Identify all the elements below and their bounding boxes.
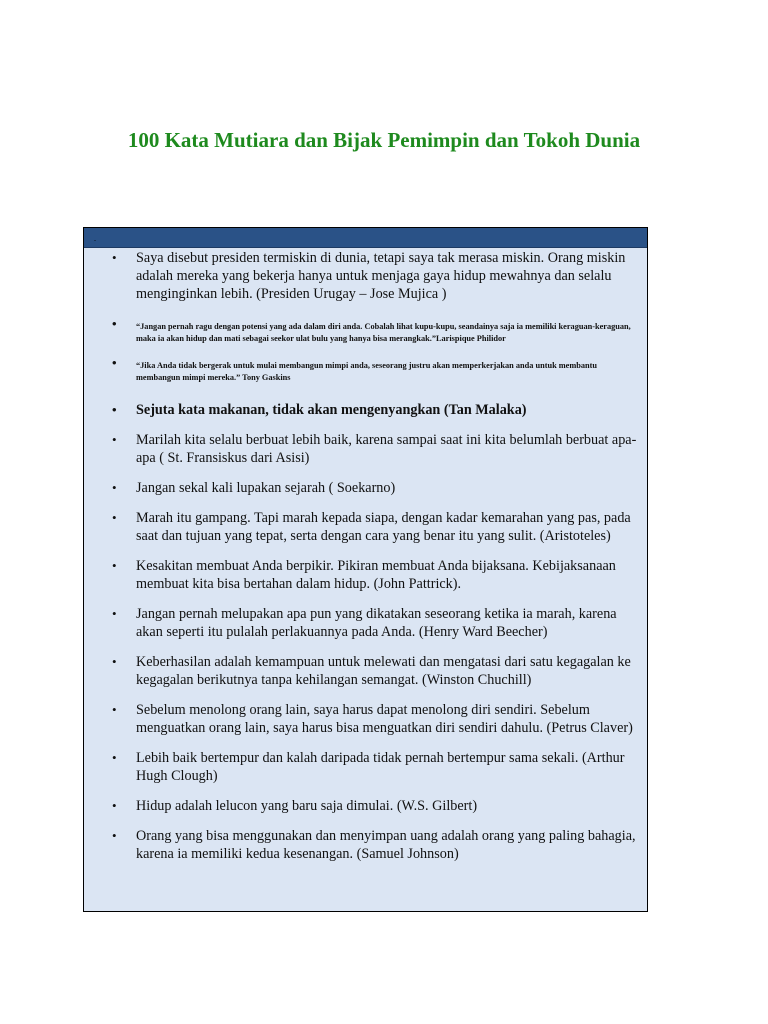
quote-item: • “Jika Anda tidak bergerak untuk mulai membangun mimpi anda, seseorang justru akan memperkerjakan anda untuk membantu membangun mimpi mereka.” Tony Gaskins <box>84 360 647 384</box>
quote-item: • Jangan pernah melupakan apa pun yang dikatakan seseorang ketika ia marah, karena akan seperti itu pulalah perlakuannya pada Anda. (Henry Ward Beecher) <box>84 605 647 641</box>
quote-item: • Keberhasilan adalah kemampuan untuk melewati dan mengatasi dari satu kegagalan ke kegagalan berikutnya tanpa kehilangan semangat. (Winston Chuchill) <box>84 653 647 689</box>
quotes-box <box>83 227 648 912</box>
document-title: 100 Kata Mutiara dan Bijak Pemimpin dan Tokoh Dunia <box>127 128 641 152</box>
quote-item: • Orang yang bisa menggunakan dan menyimpan uang adalah orang yang paling bahagia, karena ia memiliki kedua kesenangan. (Samuel Johnson) <box>84 827 647 863</box>
box-header-bar <box>84 228 647 248</box>
quote-item: • Hidup adalah lelucon yang baru saja dimulai. (W.S. Gilbert) <box>84 797 647 815</box>
quote-item: • Saya disebut presiden termiskin di dunia, tetapi saya tak merasa miskin. Orang miskin adalah mereka yang bekerja hanya untuk menjaga gaya hidup mewahnya dan selalu menginginkan lebih. (Presiden Urugay – Jose Mujica ) <box>84 249 647 303</box>
quote-item: • Kesakitan membuat Anda berpikir. Pikiran membuat Anda bijaksana. Kebijaksanaan membuat kita bisa bertahan dalam hidup. (John Pattrick). <box>84 557 647 593</box>
quote-item: • Marilah kita selalu berbuat lebih baik, karena sampai saat ini kita belumlah berbuat apa-apa ( St. Fransiskus dari Asisi) <box>84 431 647 467</box>
quote-list <box>84 248 647 863</box>
quote-item: • Jangan sekal kali lupakan sejarah ( Soekarno) <box>84 479 647 497</box>
header-mark: . <box>94 234 96 243</box>
quote-item: • Sejuta kata makanan, tidak akan mengenyangkan (Tan Malaka) <box>84 401 647 419</box>
quote-item: • Lebih baik bertempur dan kalah daripada tidak pernah bertempur sama sekali. (Arthur Hugh Clough) <box>84 749 647 785</box>
quote-item: • Marah itu gampang. Tapi marah kepada siapa, dengan kadar kemarahan yang pas, pada saat dan tujuan yang tepat, serta dengan cara yang benar itu yang sulit. (Aristoteles) <box>84 509 647 545</box>
quote-item: • Sebelum menolong orang lain, saya harus dapat menolong diri sendiri. Sebelum menguatkan orang lain, saya harus bisa menguatkan diri sendiri dahulu. (Petrus Claver) <box>84 701 647 737</box>
quote-item: • “Jangan pernah ragu dengan potensi yang ada dalam diri anda. Cobalah lihat kupu-kupu, seandainya saja ia memiliki keraguan-keraguan, maka ia akan hidup dan mati sebagai seekor ulat bulu yang hanya bisa merangkak.”Larispique Philidor <box>84 321 647 345</box>
